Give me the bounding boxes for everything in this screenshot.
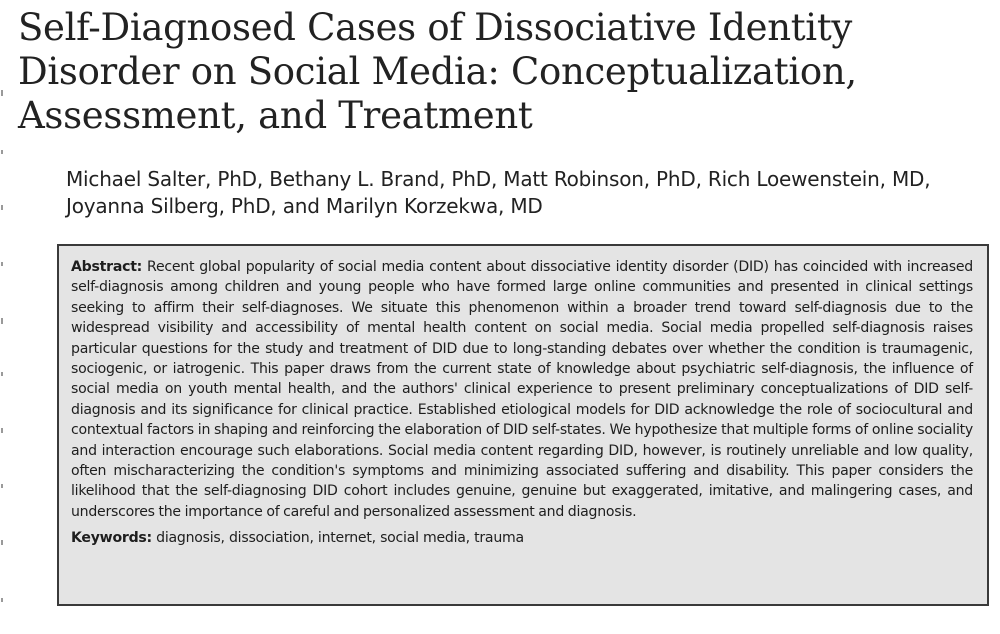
keywords-label: Keywords: bbox=[71, 530, 152, 547]
author-list: Michael Salter, PhD, Bethany L. Brand, PhD, Matt Robinson, PhD, Rich Loewenstein, MD, Joyanna Silberg, PhD, and Marilyn Korzekwa, MD bbox=[66, 167, 931, 218]
keywords-paragraph bbox=[71, 528, 973, 548]
scan-margin-marks bbox=[0, 0, 6, 634]
paper-title: Self-Diagnosed Cases of Dissociative Identity Disorder on Social Media: Conceptualization, Assessment, and Treatment bbox=[18, 6, 857, 137]
abstract-box bbox=[57, 244, 989, 606]
abstract-body: Recent global popularity of social media content about dissociative identity disorder (DID) has coincided with increased self-diagnosis among children and young people who have formed large online communities and presented in clinical settings seeking to affirm their self-diagnoses. We situate this phenomenon within a broader trend toward self-diagnosis due to the widespread visibility and accessibility of mental health content on social media. Social media propelled self-diagnosis raises particular questions for the study and treatment of DID due to long-standing debates over whether the condition is traumagenic, sociogenic, or iatrogenic. This paper draws from the current state of knowledge about psychiatric self-diagnosis, the influence of social media on youth mental health, and the authors' clinical experience to present preliminary conceptualizations of DID self-diagnosis and its significance for clinical practice. Established etiological models for DID acknowledge the role of sociocultural and contextual factors in shaping and reinforcing the elaboration of DID self-states. We hypothesize that multiple forms of online sociality and interaction encourage such elaborations. Social media content regarding DID, however, is routinely unreliable and low quality, often mischaracterizing the condition's symptoms and minimizing associated suffering and disability. This paper considers the likelihood that the self-diagnosing DID cohort includes genuine, genuine but exaggerated, imitative, and malingering cases, and underscores the importance of careful and personalized assessment and diagnosis. bbox=[71, 259, 973, 520]
keywords-list: diagnosis, dissociation, internet, social media, trauma bbox=[156, 530, 524, 547]
abstract-paragraph bbox=[71, 257, 973, 522]
abstract-label: Abstract: bbox=[71, 259, 143, 275]
